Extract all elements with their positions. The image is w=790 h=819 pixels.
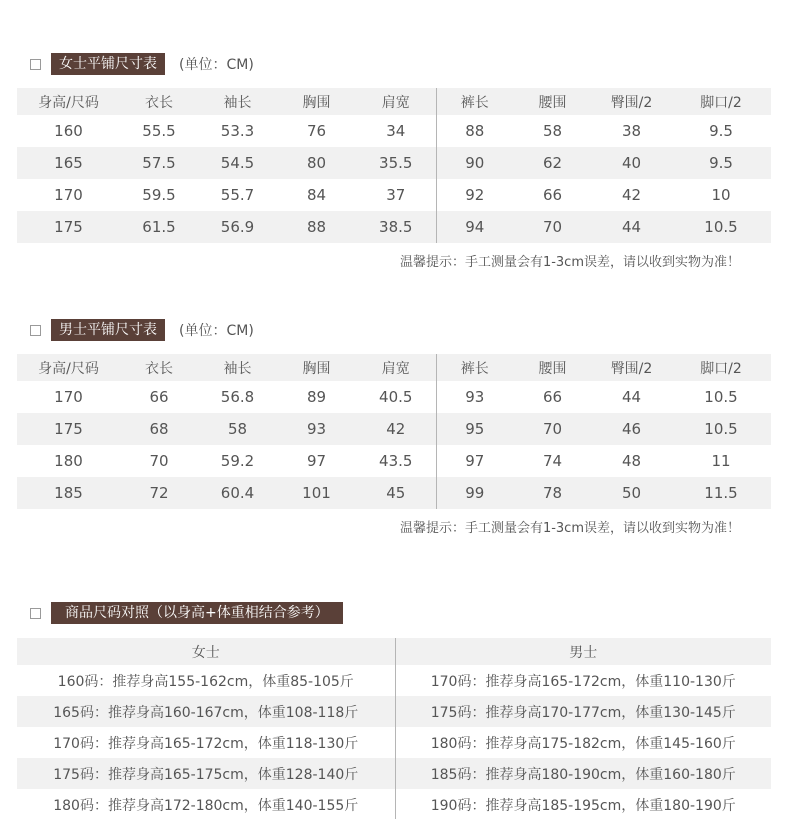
table-cell: 190码：推荐身高185-195cm，体重180-190斤: [395, 789, 771, 819]
table-cell: 38: [621, 122, 642, 140]
header-cell: 衣长: [120, 354, 198, 381]
table-cell: 10.5: [671, 413, 771, 445]
table-cell: 56.9: [198, 211, 277, 243]
men-title: 男士平铺尺寸表: [51, 319, 165, 341]
header-cell: 衣长: [120, 88, 198, 115]
table-cell: 175: [17, 413, 120, 445]
table-cell: 46: [592, 413, 671, 445]
men-tip: 温馨提示：手工测量会有1-3cm误差，请以收到实物为准！: [399, 521, 740, 536]
header-cell: 胸围: [277, 88, 356, 115]
table-cell: 57.5: [120, 147, 198, 179]
table-row: [17, 789, 771, 819]
table-cell: 80: [277, 147, 356, 179]
table-cell: 165码：推荐身高160-167cm，体重108-118斤: [17, 696, 395, 727]
table-cell: 50: [592, 477, 671, 509]
table-cell: 160: [54, 122, 83, 140]
table-row: [17, 445, 771, 477]
women-unit: (单位：CM): [179, 57, 254, 73]
table-cell: 60.4: [198, 477, 277, 509]
table-row: [17, 477, 771, 509]
table-cell: 170: [54, 186, 83, 204]
table-cell: 170: [54, 388, 83, 406]
men-section-header: [30, 319, 254, 341]
table-cell: 89: [306, 388, 327, 406]
table-cell: 66: [149, 388, 169, 406]
table-cell: 84: [306, 186, 327, 204]
reference-section-header: [30, 602, 343, 624]
checkbox-icon[interactable]: [30, 608, 41, 619]
reference-title: 商品尺码对照（以身高+体重相结合参考）: [51, 602, 343, 624]
header-cell: 臀围/2: [592, 88, 671, 115]
table-cell: 59.5: [142, 186, 176, 204]
table-cell: 170码：推荐身高165-172cm，体重118-130斤: [53, 735, 359, 752]
table-cell: 9.5: [709, 122, 733, 140]
header-cell: 袖长: [198, 88, 277, 115]
table-cell: 44: [592, 211, 671, 243]
table-header-row: [17, 354, 771, 381]
table-row: [17, 758, 771, 789]
table-cell: 43.5: [379, 452, 413, 470]
header-cell: 裤长: [436, 354, 513, 381]
table-cell: 160码：推荐身高155-162cm，体重85-105斤: [57, 673, 354, 690]
table-cell: 175: [17, 211, 120, 243]
table-cell: 35.5: [356, 147, 436, 179]
table-cell: 165: [17, 147, 120, 179]
table-cell: 70: [513, 211, 592, 243]
table-cell: 38.5: [356, 211, 436, 243]
table-header-row: [17, 88, 771, 115]
table-cell: 61.5: [120, 211, 198, 243]
table-cell: 94: [436, 211, 513, 243]
table-row: [17, 179, 771, 211]
table-cell: 55.5: [142, 122, 176, 140]
table-row: [17, 727, 771, 758]
table-cell: 76: [306, 122, 327, 140]
table-cell: 101: [277, 477, 356, 509]
table-cell: 10.5: [671, 211, 771, 243]
table-cell: 74: [542, 452, 563, 470]
men-unit: (单位：CM): [179, 323, 254, 339]
table-row: [17, 696, 771, 727]
header-cell-women: 女士: [17, 638, 395, 665]
header-cell: 肩宽: [356, 354, 436, 381]
table-cell: 72: [120, 477, 198, 509]
table-cell: 66: [542, 186, 563, 204]
header-cell: 脚口/2: [671, 354, 771, 381]
header-cell: 脚口/2: [671, 88, 771, 115]
women-section-header: [30, 53, 254, 75]
table-cell: 97: [306, 452, 327, 470]
table-cell: 45: [356, 477, 436, 509]
checkbox-icon[interactable]: [30, 59, 41, 70]
table-row: [17, 665, 771, 696]
table-cell: 88: [277, 211, 356, 243]
table-cell: 54.5: [198, 147, 277, 179]
table-cell: 58: [542, 122, 563, 140]
table-cell: 56.8: [220, 388, 255, 406]
women-title: 女士平铺尺寸表: [51, 53, 165, 75]
table-cell: 34: [386, 122, 406, 140]
table-cell: 88: [436, 115, 513, 147]
table-cell: 10: [711, 186, 731, 204]
table-header-row: [17, 638, 771, 665]
table-cell: 185: [17, 477, 120, 509]
table-cell: 40.5: [379, 388, 413, 406]
table-row: [17, 413, 771, 445]
table-cell: 97: [436, 445, 513, 477]
table-cell: 62: [513, 147, 592, 179]
table-cell: 59.2: [220, 452, 255, 470]
header-cell: 胸围: [277, 354, 356, 381]
table-cell: 42: [621, 186, 642, 204]
header-cell: 身高/尺码: [17, 354, 120, 381]
table-cell: 78: [513, 477, 592, 509]
table-cell: 70: [149, 452, 169, 470]
table-cell: 92: [436, 179, 513, 211]
table-cell: 48: [621, 452, 642, 470]
table-cell: 175码：推荐身高170-177cm，体重130-145斤: [395, 696, 771, 727]
checkbox-icon[interactable]: [30, 325, 41, 336]
table-cell: 11: [711, 452, 731, 470]
women-size-table: [17, 88, 771, 243]
table-cell: 37: [386, 186, 406, 204]
table-cell: 40: [592, 147, 671, 179]
table-cell: 68: [120, 413, 198, 445]
table-row: [17, 381, 771, 413]
header-cell: 臀围/2: [592, 354, 671, 381]
header-cell-men: 男士: [395, 638, 771, 665]
header-cell: 裤长: [436, 88, 513, 115]
women-tip: 温馨提示：手工测量会有1-3cm误差，请以收到实物为准！: [399, 255, 740, 270]
table-cell: 185码：推荐身高180-190cm，体重160-180斤: [395, 758, 771, 789]
table-cell: 66: [542, 388, 563, 406]
men-size-table: [17, 354, 771, 509]
table-cell: 90: [436, 147, 513, 179]
table-row: [17, 147, 771, 179]
table-cell: 180码：推荐身高175-182cm，体重145-160斤: [395, 727, 771, 758]
table-cell: 93: [436, 381, 513, 413]
table-cell: 10.5: [704, 388, 738, 406]
header-cell: 腰围: [513, 354, 592, 381]
table-cell: 9.5: [671, 147, 771, 179]
table-cell: 180: [54, 452, 83, 470]
table-cell: 170码：推荐身高165-172cm，体重110-130斤: [395, 665, 771, 696]
size-reference-table: [17, 638, 771, 819]
table-cell: 99: [436, 477, 513, 509]
table-cell: 44: [621, 388, 642, 406]
header-cell: 腰围: [513, 88, 592, 115]
table-cell: 58: [198, 413, 277, 445]
table-row: [17, 211, 771, 243]
table-row: [17, 115, 771, 147]
table-cell: 42: [356, 413, 436, 445]
header-cell: 袖长: [198, 354, 277, 381]
table-cell: 53.3: [220, 122, 255, 140]
table-cell: 180码：推荐身高172-180cm，体重140-155斤: [53, 797, 359, 814]
table-cell: 55.7: [220, 186, 255, 204]
table-cell: 93: [277, 413, 356, 445]
table-cell: 95: [436, 413, 513, 445]
table-cell: 175码：推荐身高165-175cm，体重128-140斤: [17, 758, 395, 789]
table-cell: 70: [513, 413, 592, 445]
header-cell: 肩宽: [356, 88, 436, 115]
header-cell: 身高/尺码: [17, 88, 120, 115]
table-cell: 11.5: [671, 477, 771, 509]
